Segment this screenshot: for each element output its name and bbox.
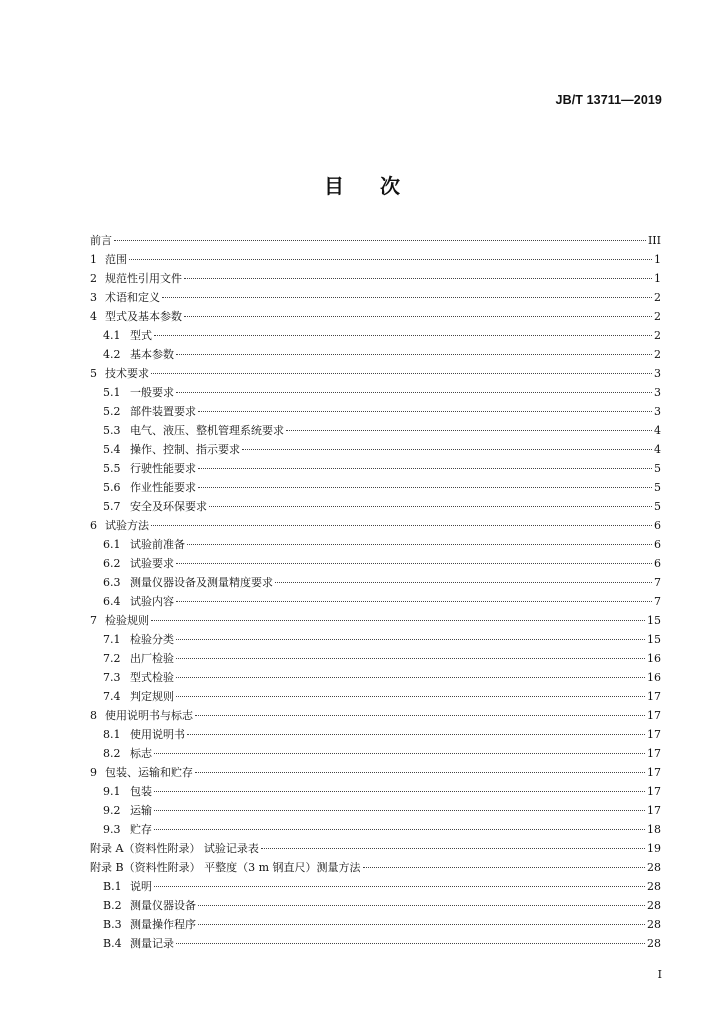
table-of-contents bbox=[90, 231, 661, 953]
toc-entry[interactable] bbox=[90, 592, 661, 611]
dot-leader bbox=[151, 525, 652, 526]
toc-entry-page: 19 bbox=[647, 842, 661, 855]
toc-entry-label: 贮存 bbox=[130, 823, 152, 836]
dot-leader bbox=[154, 791, 645, 792]
toc-entry-label: 行驶性能要求 bbox=[130, 462, 196, 475]
toc-entry[interactable] bbox=[90, 345, 661, 364]
toc-entry-number: 5.4 bbox=[103, 443, 121, 456]
standard-code: JB/T 13711—2019 bbox=[555, 93, 662, 107]
dot-leader bbox=[176, 696, 645, 697]
dot-leader bbox=[184, 316, 652, 317]
toc-entry-label: 标志 bbox=[130, 747, 152, 760]
toc-entry-page: 5 bbox=[654, 500, 661, 513]
toc-entry-number: B.2 bbox=[103, 899, 122, 912]
dot-leader bbox=[154, 886, 645, 887]
toc-entry-label: 出厂检验 bbox=[130, 652, 174, 665]
toc-entry-label: 包装、运输和贮存 bbox=[105, 766, 193, 779]
toc-entry-label: 检验分类 bbox=[130, 633, 174, 646]
toc-entry-number: 2 bbox=[90, 272, 97, 285]
toc-entry[interactable] bbox=[90, 478, 661, 497]
toc-entry[interactable] bbox=[90, 573, 661, 592]
dot-leader bbox=[363, 867, 646, 868]
toc-entry-number: 7 bbox=[90, 614, 97, 627]
toc-entry-label: 作业性能要求 bbox=[130, 481, 196, 494]
dot-leader bbox=[162, 297, 652, 298]
toc-entry-number: 9 bbox=[90, 766, 97, 779]
toc-entry-page: 28 bbox=[647, 918, 661, 931]
dot-leader bbox=[176, 601, 652, 602]
toc-entry-label: 范围 bbox=[105, 253, 127, 266]
toc-entry-label: 前言 bbox=[90, 234, 112, 247]
toc-entry-number: 1 bbox=[90, 253, 97, 266]
toc-entry-page: 28 bbox=[647, 937, 661, 950]
toc-entry-label: 电气、液压、整机管理系统要求 bbox=[130, 424, 284, 437]
toc-entry-label: 测量操作程序 bbox=[130, 918, 196, 931]
toc-entry-page: 28 bbox=[647, 899, 661, 912]
toc-entry[interactable] bbox=[90, 554, 661, 573]
toc-entry-label: 测量记录 bbox=[130, 937, 174, 950]
toc-entry-label: 规范性引用文件 bbox=[105, 272, 182, 285]
toc-entry-label: 技术要求 bbox=[105, 367, 149, 380]
toc-entry-page: 3 bbox=[654, 386, 661, 399]
toc-entry-label: 术语和定义 bbox=[105, 291, 160, 304]
dot-leader bbox=[209, 506, 652, 507]
toc-entry[interactable] bbox=[90, 687, 661, 706]
dot-leader bbox=[176, 677, 645, 678]
toc-entry[interactable] bbox=[90, 858, 661, 877]
toc-entry-label: 型式 bbox=[130, 329, 152, 342]
toc-entry-page: 28 bbox=[647, 880, 661, 893]
dot-leader bbox=[176, 354, 652, 355]
toc-entry[interactable] bbox=[90, 402, 661, 421]
toc-entry-number: 9.3 bbox=[103, 823, 121, 836]
toc-entry[interactable] bbox=[90, 364, 661, 383]
toc-entry-label: 一般要求 bbox=[130, 386, 174, 399]
toc-entry-label: 测量仪器设备及测量精度要求 bbox=[130, 576, 273, 589]
toc-entry-number: 5.1 bbox=[103, 386, 121, 399]
toc-entry-label: 试验内容 bbox=[130, 595, 174, 608]
toc-entry[interactable] bbox=[90, 421, 661, 440]
toc-entry-page: 3 bbox=[654, 405, 661, 418]
toc-entry-page: 17 bbox=[647, 728, 661, 741]
toc-entry-page: 17 bbox=[647, 785, 661, 798]
toc-entry-page: 17 bbox=[647, 690, 661, 703]
toc-entry[interactable] bbox=[90, 801, 661, 820]
toc-entry-label: 附录 B（资料性附录） 平整度（3 m 钢直尺）测量方法 bbox=[90, 861, 361, 874]
toc-entry[interactable] bbox=[90, 649, 661, 668]
dot-leader bbox=[198, 924, 645, 925]
toc-entry-number: 6 bbox=[90, 519, 97, 532]
dot-leader bbox=[154, 829, 645, 830]
toc-entry-page: 7 bbox=[654, 595, 661, 608]
toc-entry-page: 2 bbox=[654, 291, 661, 304]
dot-leader bbox=[176, 639, 645, 640]
toc-entry-number: 7.2 bbox=[103, 652, 121, 665]
toc-entry-page: 16 bbox=[647, 671, 661, 684]
toc-entry-page: 17 bbox=[647, 804, 661, 817]
dot-leader bbox=[176, 658, 645, 659]
toc-entry-page: 2 bbox=[654, 329, 661, 342]
toc-entry[interactable] bbox=[90, 269, 661, 288]
dot-leader bbox=[195, 772, 645, 773]
dot-leader bbox=[114, 240, 646, 241]
toc-entry[interactable] bbox=[90, 896, 661, 915]
toc-entry-label: 测量仪器设备 bbox=[130, 899, 196, 912]
page-number: I bbox=[657, 968, 662, 981]
toc-entry-number: B.4 bbox=[103, 937, 122, 950]
toc-entry-number: 5.5 bbox=[103, 462, 121, 475]
dot-leader bbox=[154, 335, 652, 336]
toc-entry-label: 试验前准备 bbox=[130, 538, 185, 551]
toc-entry-number: 4.2 bbox=[103, 348, 121, 361]
toc-entry[interactable] bbox=[90, 307, 661, 326]
dot-leader bbox=[176, 943, 645, 944]
toc-entry[interactable] bbox=[90, 725, 661, 744]
toc-entry[interactable] bbox=[90, 782, 661, 801]
toc-entry-label: 部件装置要求 bbox=[130, 405, 196, 418]
toc-entry-page: 6 bbox=[654, 538, 661, 551]
toc-entry-page: 6 bbox=[654, 519, 661, 532]
toc-entry-number: 9.1 bbox=[103, 785, 121, 798]
toc-entry-label: 试验要求 bbox=[130, 557, 174, 570]
toc-entry-number: 8 bbox=[90, 709, 97, 722]
toc-entry[interactable] bbox=[90, 497, 661, 516]
toc-entry-page: 4 bbox=[654, 424, 661, 437]
toc-entry-page: 16 bbox=[647, 652, 661, 665]
toc-entry-number: B.1 bbox=[103, 880, 122, 893]
toc-entry-label: 检验规则 bbox=[105, 614, 149, 627]
toc-entry[interactable] bbox=[90, 459, 661, 478]
dot-leader bbox=[129, 259, 652, 260]
toc-entry-number: 7.4 bbox=[103, 690, 121, 703]
toc-entry-page: 3 bbox=[654, 367, 661, 380]
toc-entry-page: 6 bbox=[654, 557, 661, 570]
toc-entry-number: 6.3 bbox=[103, 576, 121, 589]
toc-entry-label: 试验方法 bbox=[105, 519, 149, 532]
dot-leader bbox=[187, 544, 652, 545]
toc-entry-label: 附录 A（资料性附录） 试验记录表 bbox=[90, 842, 259, 855]
toc-entry-number: 4.1 bbox=[103, 329, 121, 342]
toc-entry[interactable] bbox=[90, 839, 661, 858]
toc-entry-number: B.3 bbox=[103, 918, 122, 931]
toc-entry[interactable] bbox=[90, 744, 661, 763]
dot-leader bbox=[154, 753, 645, 754]
toc-entry-number: 5.6 bbox=[103, 481, 121, 494]
toc-entry-label: 包装 bbox=[130, 785, 152, 798]
title-char-2: 次 bbox=[380, 174, 400, 198]
toc-entry-label: 使用说明书 bbox=[130, 728, 185, 741]
toc-entry-number: 9.2 bbox=[103, 804, 121, 817]
toc-entry-page: 17 bbox=[647, 709, 661, 722]
dot-leader bbox=[184, 278, 652, 279]
toc-entry-page: 5 bbox=[654, 462, 661, 475]
dot-leader bbox=[242, 449, 652, 450]
dot-leader bbox=[195, 715, 645, 716]
toc-entry[interactable] bbox=[90, 250, 661, 269]
dot-leader bbox=[198, 905, 645, 906]
toc-entry-label: 使用说明书与标志 bbox=[105, 709, 193, 722]
toc-entry-number: 5 bbox=[90, 367, 97, 380]
toc-entry-label: 型式及基本参数 bbox=[105, 310, 182, 323]
toc-entry-label: 型式检验 bbox=[130, 671, 174, 684]
dot-leader bbox=[286, 430, 652, 431]
toc-entry-label: 操作、控制、指示要求 bbox=[130, 443, 240, 456]
dot-leader bbox=[187, 734, 645, 735]
toc-entry-page: 17 bbox=[647, 766, 661, 779]
toc-entry-number: 5.7 bbox=[103, 500, 121, 513]
toc-entry[interactable] bbox=[90, 763, 661, 782]
dot-leader bbox=[198, 487, 652, 488]
toc-entry[interactable] bbox=[90, 288, 661, 307]
toc-entry-number: 5.2 bbox=[103, 405, 121, 418]
toc-entry[interactable] bbox=[90, 440, 661, 459]
toc-entry-label: 安全及环保要求 bbox=[130, 500, 207, 513]
toc-entry-page: 1 bbox=[654, 272, 661, 285]
toc-entry[interactable] bbox=[90, 611, 661, 630]
toc-entry-page: 28 bbox=[647, 861, 661, 874]
toc-entry-page: 15 bbox=[647, 633, 661, 646]
toc-entry-number: 7.1 bbox=[103, 633, 121, 646]
toc-entry[interactable] bbox=[90, 706, 661, 725]
page-title bbox=[0, 170, 724, 199]
dot-leader bbox=[261, 848, 645, 849]
toc-entry[interactable] bbox=[90, 535, 661, 554]
toc-entry-page: 2 bbox=[654, 310, 661, 323]
toc-entry[interactable] bbox=[90, 516, 661, 535]
toc-entry-number: 5.3 bbox=[103, 424, 121, 437]
toc-entry-page: III bbox=[647, 234, 661, 247]
toc-entry-label: 说明 bbox=[130, 880, 152, 893]
dot-leader bbox=[176, 563, 652, 564]
toc-entry-page: 5 bbox=[654, 481, 661, 494]
toc-entry[interactable] bbox=[90, 326, 661, 345]
toc-entry-page: 2 bbox=[654, 348, 661, 361]
toc-entry-number: 6.2 bbox=[103, 557, 121, 570]
toc-entry-number: 8.2 bbox=[103, 747, 121, 760]
toc-entry-label: 基本参数 bbox=[130, 348, 174, 361]
toc-entry-number: 8.1 bbox=[103, 728, 121, 741]
dot-leader bbox=[151, 373, 652, 374]
toc-entry-page: 17 bbox=[647, 747, 661, 760]
toc-entry[interactable] bbox=[90, 820, 661, 839]
dot-leader bbox=[198, 468, 652, 469]
toc-entry-page: 7 bbox=[654, 576, 661, 589]
toc-entry[interactable] bbox=[90, 231, 661, 250]
title-char-1: 目 bbox=[324, 174, 344, 198]
toc-entry[interactable] bbox=[90, 915, 661, 934]
dot-leader bbox=[198, 411, 652, 412]
toc-entry[interactable] bbox=[90, 668, 661, 687]
toc-entry-label: 运输 bbox=[130, 804, 152, 817]
toc-entry-number: 4 bbox=[90, 310, 97, 323]
toc-entry-number: 3 bbox=[90, 291, 97, 304]
toc-entry[interactable] bbox=[90, 877, 661, 896]
toc-entry-number: 6.1 bbox=[103, 538, 121, 551]
toc-entry-label: 判定规则 bbox=[130, 690, 174, 703]
dot-leader bbox=[176, 392, 652, 393]
toc-entry[interactable] bbox=[90, 934, 661, 953]
dot-leader bbox=[275, 582, 652, 583]
toc-entry-page: 15 bbox=[647, 614, 661, 627]
toc-entry-page: 4 bbox=[654, 443, 661, 456]
toc-entry-page: 18 bbox=[647, 823, 661, 836]
toc-entry-number: 7.3 bbox=[103, 671, 121, 684]
dot-leader bbox=[154, 810, 645, 811]
toc-entry-number: 6.4 bbox=[103, 595, 121, 608]
toc-entry-page: 1 bbox=[654, 253, 661, 266]
toc-entry[interactable] bbox=[90, 383, 661, 402]
dot-leader bbox=[151, 620, 645, 621]
toc-entry[interactable] bbox=[90, 630, 661, 649]
